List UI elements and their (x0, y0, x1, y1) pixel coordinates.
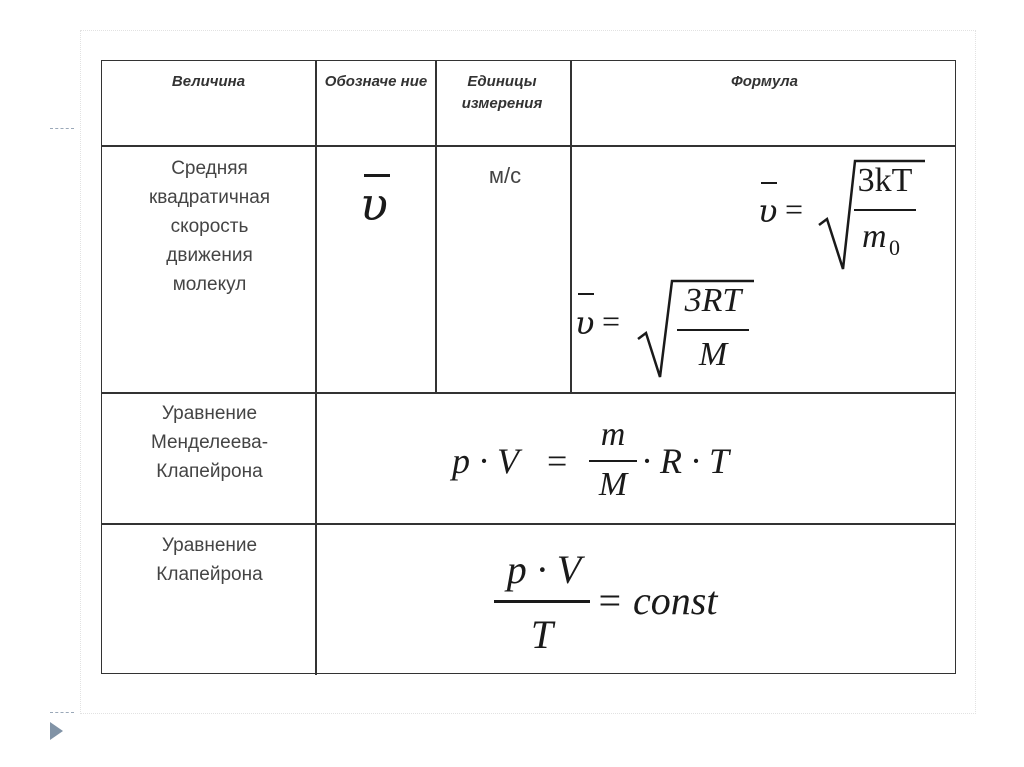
physics-table: Величина Обозначе ние Единицы измерения Формула Средняя квадратичная скорость движения молекул υ м/с υ = 3kT m 0 υ = 3RT M Уравнение Менделеева-Клапейрона p · V = m M · R · T Уравнение Клапейрона p · V T = const (101, 60, 956, 674)
slide-divider-top (50, 128, 74, 129)
row-divider-2 (102, 523, 955, 525)
header-divider (102, 145, 955, 147)
slide-divider-bottom (50, 712, 74, 713)
header-formula: Формула (731, 73, 798, 90)
row3-quantity: Уравнение Клапейрона (156, 535, 263, 585)
row1-units: м/с (488, 163, 522, 188)
col-divider-3 (570, 61, 572, 392)
row-divider-1 (102, 392, 955, 394)
col-divider-2 (435, 61, 437, 392)
row2-quantity: Уравнение Менделеева-Клапейрона (150, 403, 269, 482)
header-units: Единицы измерения (461, 73, 543, 112)
col-divider-1 (315, 61, 317, 675)
next-slide-arrow-icon[interactable] (50, 722, 63, 740)
header-symbol: Обозначе ние (324, 73, 428, 90)
header-quantity: Величина (171, 73, 246, 90)
row1-quantity: Средняя квадратичная скорость движения молекул (148, 158, 271, 295)
